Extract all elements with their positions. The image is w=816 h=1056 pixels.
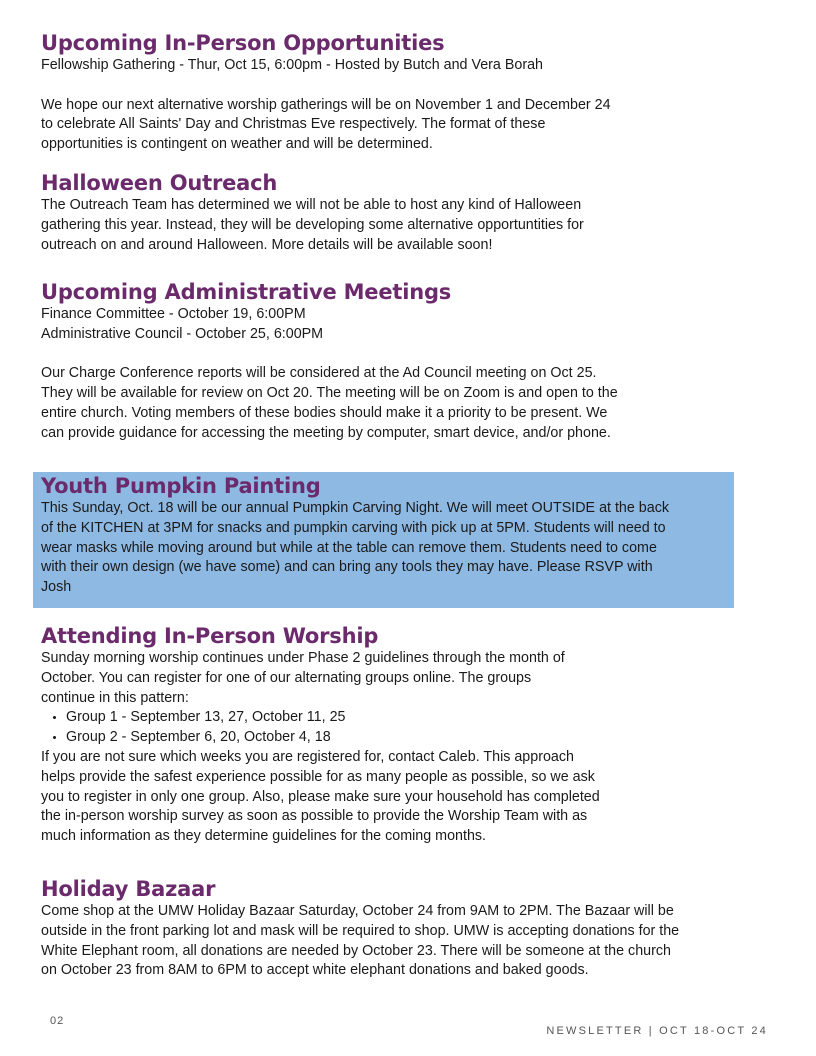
finance-committee-line: Finance Committee - October 19, 6:00PM <box>41 306 306 322</box>
youth-title: Youth Pumpkin Painting <box>41 474 321 498</box>
bazaar-paragraph: Come shop at the UMW Holiday Bazaar Saturday, October 24 from 9AM to 2PM. The Bazaar will be outside in the front parking lot and mask will be required to shop. UMW is accepting donations for the White Elephant room, all donations are needed by October 23. There will be someone at the church on October 23 from 8AM to 6PM to accept white elephant donations and baked goods. <box>41 903 680 979</box>
page-number: 02 <box>50 1015 65 1027</box>
upcoming-section <box>41 30 681 155</box>
footer-label: NEWSLETTER | OCT 18-OCT 24 <box>546 1025 768 1037</box>
upcoming-fellowship-line: Fellowship Gathering - Thur, Oct 15, 6:00pm - Hosted by Butch and Vera Borah <box>41 57 543 73</box>
admin-council-line: Administrative Council - October 25, 6:00PM <box>41 325 324 342</box>
worship-group-list <box>41 708 681 748</box>
upcoming-paragraph: We hope our next alternative worship gatherings will be on November 1 and December 24 to celebrate All Saints' Day and Christmas Eve respectively. The format of these opportunities is contingent on weather and will be determined. <box>41 96 611 153</box>
admin-paragraph: Our Charge Conference reports will be considered at the Ad Council meeting on Oct 25. They will be available for review on Oct 20. The meeting will be on Zoom is and open to the entire church. Voting members of these bodies should make it a priority to be present. We can provide guidance for accessing the meeting by computer, smart device, and/or phone. <box>41 365 618 441</box>
worship-intro: Sunday morning worship continues under Phase 2 guidelines through the month of October. You can register for one of our alternating groups online. The groups continue in this pattern: <box>41 650 565 706</box>
upcoming-title: Upcoming In-Person Opportunities <box>41 31 445 55</box>
halloween-title: Halloween Outreach <box>41 171 278 195</box>
admin-section <box>41 279 681 444</box>
worship-paragraph: If you are not sure which weeks you are registered for, contact Caleb. This approach helps provide the safest experience possible for as many people as possible, so we ask you to register in only one group. Also, please make sure your household has completed the in-person worship survey as soon as possible to provide the Worship Team with as much information as they determine guidelines for the coming months. <box>41 748 600 845</box>
bazaar-section <box>41 876 681 981</box>
youth-paragraph: This Sunday, Oct. 18 will be our annual Pumpkin Carving Night. We will meet OUTSIDE at the back of the KITCHEN at 3PM for snacks and pumpkin carving with pick up at 5PM. Students will need to wear masks while moving around but while at the table can remove them. Students need to come with their own design (we have some) and can bring any tools they may have. Please RSVP with Josh <box>41 500 670 596</box>
worship-title: Attending In-Person Worship <box>41 624 379 648</box>
bazaar-title: Holiday Bazaar <box>41 877 216 901</box>
youth-section <box>41 473 671 598</box>
list-item: • Group 1 - September 13, 27, October 11, 25 <box>66 708 681 728</box>
worship-section <box>41 623 681 847</box>
halloween-section <box>41 170 681 255</box>
list-item: • Group 2 - September 6, 20, October 4, 18 <box>66 728 681 748</box>
halloween-paragraph: The Outreach Team has determined we will not be able to host any kind of Halloween gathering this year. Instead, they will be developing some alternative opportuntities for outreach on and around Halloween. More details will be available soon! <box>41 197 584 253</box>
admin-title: Upcoming Administrative Meetings <box>41 280 452 304</box>
